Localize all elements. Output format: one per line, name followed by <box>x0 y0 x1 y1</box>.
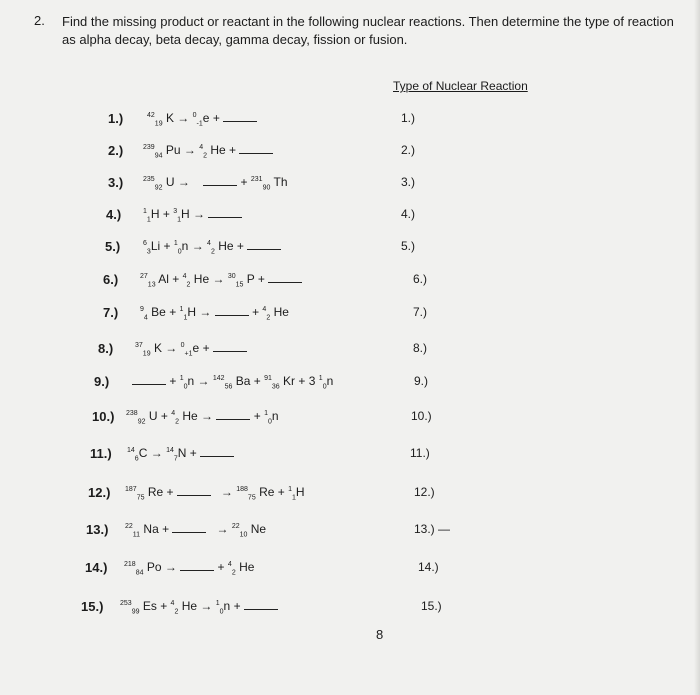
answer-blank[interactable] <box>247 239 281 250</box>
reaction-row-11 <box>0 444 700 466</box>
reaction-equation: $^{37}_{19}$ K → $^0_{+1}$e + <box>135 341 247 357</box>
reaction-number: 3.) <box>108 175 124 190</box>
reaction-row-13 <box>0 520 700 542</box>
reaction-equation: $^{42}_{19}$ K → $^0_{-1}$e + <box>147 111 257 127</box>
answer-blank[interactable] <box>180 560 214 571</box>
reaction-equation: $^{14}_6$C → $^{14}_7$N + <box>127 446 234 462</box>
answer-blank[interactable] <box>223 111 257 122</box>
type-of-reaction-header: Type of Nuclear Reaction <box>393 79 528 93</box>
reaction-number: 4.) <box>106 207 122 222</box>
reaction-type-label: 2.) <box>401 143 416 157</box>
reaction-equation: $^{253}_{99}$ Es + $^4_2$ He → $^1_0$n + <box>120 599 278 615</box>
reaction-equation: + $^1_0$n → $^{142}_{56}$ Ba + $^{91}_{36}$ Kr + 3 $^1_0$n <box>132 374 333 390</box>
answer-blank[interactable] <box>200 446 234 457</box>
reaction-number: 2.) <box>108 143 124 158</box>
reaction-number: 5.) <box>105 239 121 254</box>
reaction-number: 8.) <box>98 341 114 356</box>
reaction-equation: $^{235}_{92}$ U → + $^{231}_{90}$ Th <box>143 175 288 192</box>
reaction-equation: $^9_4$ Be + $^1_1$H → + $^4_2$ He <box>140 305 289 322</box>
reaction-equation: $^{27}_{13}$ Al + $^4_2$ He → $^{30}_{15}$ P + <box>140 272 302 288</box>
reaction-number: 6.) <box>103 272 119 287</box>
reaction-type-label: 14.) <box>418 560 439 574</box>
reaction-row-14 <box>0 558 700 580</box>
answer-blank[interactable] <box>239 143 273 154</box>
reaction-row-6 <box>0 270 700 292</box>
reaction-equation: $^{218}_{84}$ Po → + $^4_2$ He <box>124 560 255 577</box>
reaction-number: 7.) <box>103 305 119 320</box>
reaction-number: 13.) <box>86 522 109 537</box>
answer-blank[interactable] <box>177 485 211 496</box>
reaction-number: 1.) <box>108 111 124 126</box>
reaction-row-4 <box>0 205 700 227</box>
reaction-row-3 <box>0 173 700 195</box>
reaction-number: 12.) <box>88 485 111 500</box>
reaction-type-label: 11.) <box>410 446 430 460</box>
reaction-type-label: 7.) <box>413 305 428 319</box>
answer-blank[interactable] <box>132 374 166 385</box>
reaction-row-1 <box>0 109 700 131</box>
reaction-row-15 <box>0 597 700 619</box>
reaction-type-label: 15.) <box>421 599 442 613</box>
answer-blank[interactable] <box>213 341 247 352</box>
question-number: 2. <box>34 13 45 28</box>
answer-blank[interactable] <box>208 207 242 218</box>
reaction-number: 11.) <box>90 446 112 461</box>
reaction-type-label: 8.) <box>413 341 428 355</box>
reaction-row-10 <box>0 407 700 429</box>
reaction-equation: $^{22}_{11}$ Na + → $^{22}_{10}$ Ne <box>125 522 267 539</box>
answer-blank[interactable] <box>203 175 237 186</box>
reaction-equation: $^6_3$Li + $^1_0$n → $^4_2$ He + <box>143 239 281 255</box>
reaction-equation: $^1_1$H + $^3_1$H → <box>143 207 242 223</box>
answer-blank[interactable] <box>172 522 206 533</box>
answer-blank[interactable] <box>244 599 278 610</box>
reaction-row-9 <box>0 372 700 394</box>
reaction-number: 15.) <box>81 599 104 614</box>
answer-blank[interactable] <box>216 409 250 420</box>
reaction-row-7 <box>0 303 700 325</box>
reaction-type-label: 12.) <box>414 485 435 499</box>
question-text: Find the missing product or reactant in the following nuclear reactions. Then determine the type of reaction as alpha decay, beta decay, gamma decay, fission or fusion. <box>62 14 674 47</box>
page-number: 8 <box>376 627 384 642</box>
reaction-equation: $^{187}_{75}$ Re + → $^{188}_{75}$ Re + $^1_1$H <box>125 485 305 502</box>
reaction-type-label: 5.) <box>401 239 416 253</box>
reaction-number: 10.) <box>92 409 115 424</box>
reaction-type-label: 10.) <box>411 409 432 423</box>
reaction-equation: $^{238}_{92}$ U + $^4_2$ He → + $^1_0$n <box>126 409 279 426</box>
reaction-row-12 <box>0 483 700 505</box>
reaction-equation: $^{239}_{94}$ Pu → $^4_2$ He + <box>143 143 273 159</box>
reaction-number: 14.) <box>85 560 108 575</box>
answer-blank[interactable] <box>215 305 249 316</box>
reaction-type-label: 13.) — <box>414 522 451 536</box>
reaction-row-5 <box>0 237 700 259</box>
reaction-type-label: 1.) <box>401 111 416 125</box>
reaction-type-label: 4.) <box>401 207 416 221</box>
reaction-row-2 <box>0 141 700 163</box>
reaction-number: 9.) <box>94 374 110 389</box>
reaction-type-label: 3.) <box>401 175 416 189</box>
reaction-row-8 <box>0 339 700 361</box>
reaction-type-label: 6.) <box>413 272 428 286</box>
reaction-type-label: 9.) <box>414 374 429 388</box>
answer-blank[interactable] <box>268 272 302 283</box>
